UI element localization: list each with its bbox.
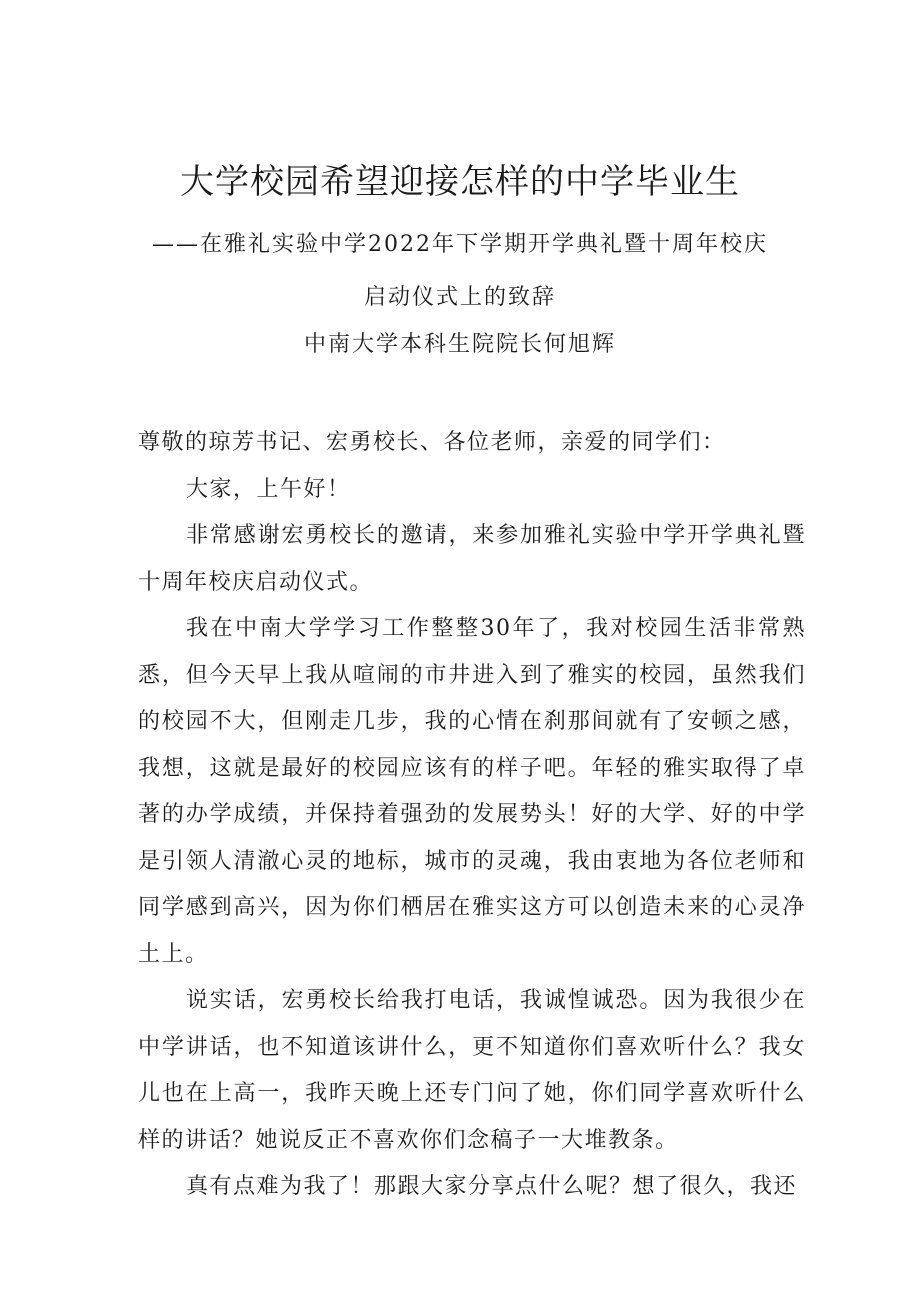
paragraph-thanks: 非常感谢宏勇校长的邀请，来参加雅礼实验中学开学典礼暨十周年校庆启动仪式。 [138,523,806,595]
paragraph-phone-call: 说实话，宏勇校长给我打电话，我诚惶诚恐。因为我很少在中学讲话，也不知道该讲什么，更不知道你们喜欢听什么？我女儿也在上高一，我昨天晚上还专门问了她，你们同学喜欢听什么样的讲话？她说反正不喜欢你们念稿子一大堆教条。 [138,988,806,1153]
document-title: 大学校园希望迎接怎样的中学毕业生 [180,162,740,202]
subtitle-line-1: ——在雅礼实验中学2022年下学期开学典礼暨十周年校庆 [152,232,768,257]
paragraph-campus: 我在中南大学学习工作整整30年了，我对校园生活非常熟悉，但今天早上我从喧闹的市井进入到了雅实的校园，虽然我们的校园不大，但刚走几步，我的心情在刹那间就有了安顿之感，我想，这就是最好的校园应该有的样子吧。年轻的雅实取得了卓著的办学成绩，并保持着强劲的发展势头！好的大学、好的中学是引领人清澈心灵的地标，城市的灵魂，我由衷地为各位老师和同学感到高兴，因为你们栖居在雅实这方可以创造未来的心灵净土上。 [138,616,806,967]
author-line: 中南大学本科生院院长何旭辉 [303,332,616,357]
speech-body [138,420,806,1211]
subtitle-line-2: 启动仪式上的致辞 [363,285,556,310]
paragraph-greeting: 大家，上午好！ [186,476,351,502]
paragraph-share: 真有点难为我了！那跟大家分享点什么呢？想了很久，我还 [186,1174,798,1199]
salutation: 尊敬的琼芳书记、宏勇校长、各位老师，亲爱的同学们： [138,430,726,455]
